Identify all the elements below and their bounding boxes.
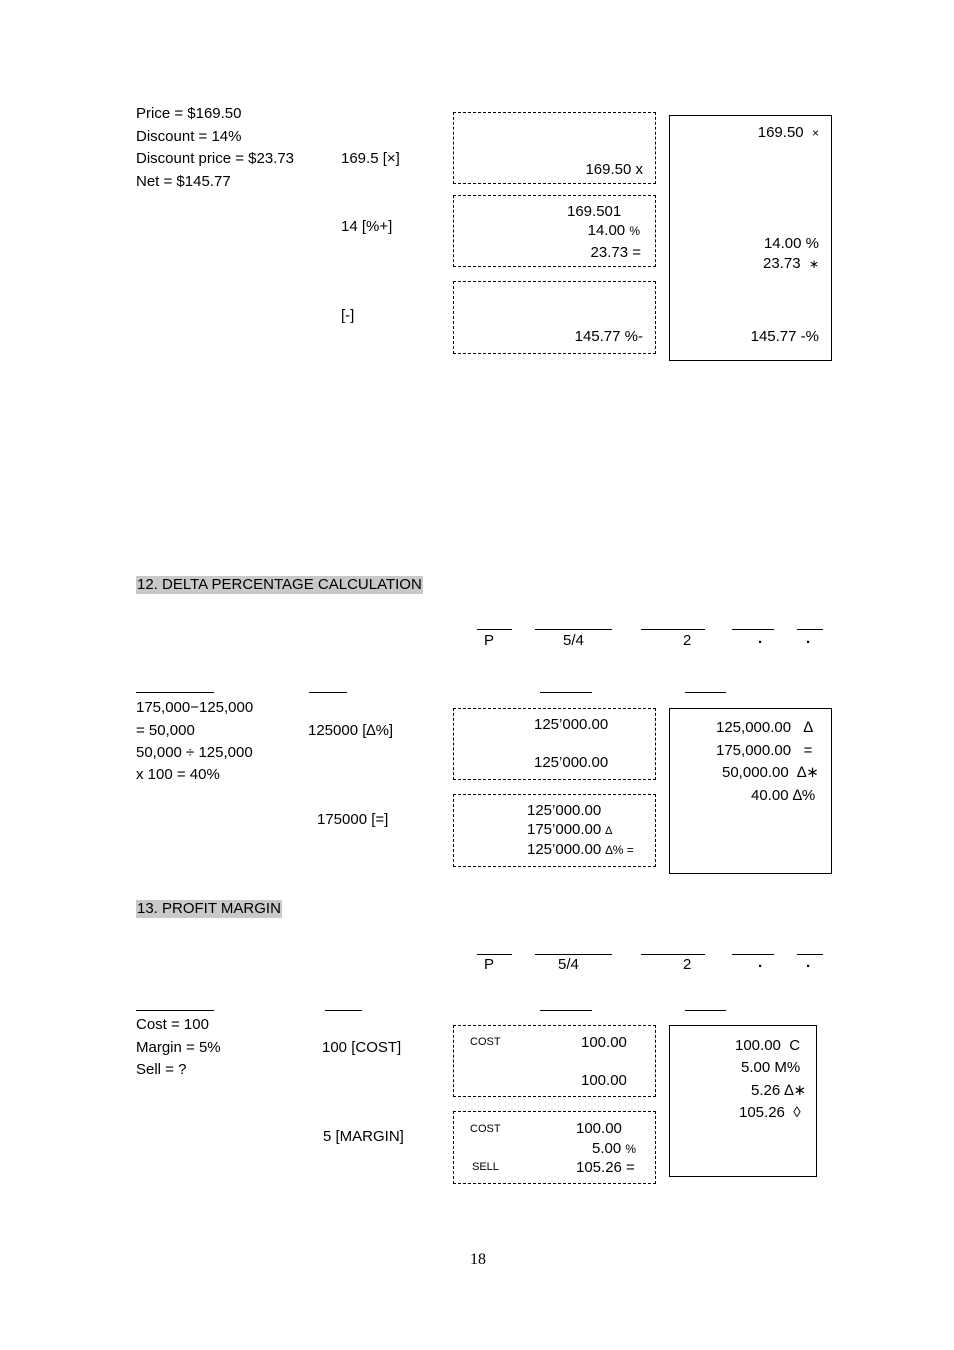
display-value: 23.73 = [590,244,641,261]
lcd-display-box [453,1025,656,1097]
cost-indicator: COST [470,1123,501,1135]
display-value: 100.00 [576,1120,622,1137]
switch-label: P [484,632,495,649]
problem-line: Net = $145.77 [136,173,231,190]
tape-value: 5.00 M% [741,1059,801,1076]
lcd-display-box [453,195,656,267]
lcd-display-box [453,708,656,780]
display-value: 125’000.00 [534,716,609,733]
tape-value: 14.00 % [763,235,819,252]
key-entry: [-] [341,307,355,324]
tape-value: 5.26 ∆∗ [751,1082,807,1099]
lcd-display-box [453,794,656,867]
problem-line: Discount price = $23.73 [136,150,295,167]
section-heading: 13. PROFIT MARGIN [137,900,281,917]
tape-value: 175,000.00 = [716,742,813,759]
switch-label: 5/4 [558,956,579,973]
multiply-symbol: × [811,126,819,140]
page-number: 18 [470,1251,486,1268]
lcd-display-box [453,1111,656,1184]
key-entry: 169.5 [×] [341,150,400,167]
delta-symbol: ∆ [605,825,613,837]
display-value: 100.00 [581,1034,627,1051]
problem-line: Discount = 14% [136,128,242,145]
lcd-display-box [453,112,656,184]
key-entry: 125000 [∆%] [308,722,394,739]
switch-label: . [758,954,763,971]
display-value: 169.501 [567,203,622,220]
section-heading: 12. DELTA PERCENTAGE CALCULATION [137,576,422,593]
key-entry: 5 [MARGIN] [323,1128,404,1145]
lcd-display-box [453,281,656,354]
problem-line: 175,000−125,000 [136,699,254,716]
problem-line: 50,000 ÷ 125,000 [136,744,253,761]
tape-value: 40.00 ∆% [751,787,816,804]
tape-value: 125,000.00 ∆ [716,719,813,736]
problem-line: Sell = ? [136,1061,187,1078]
switch-label: . [806,954,811,971]
display-value: 14.00 [587,222,626,239]
key-entry: 100 [COST] [322,1039,402,1056]
display-value: 100.00 [581,1072,627,1089]
switch-label: . [806,630,811,647]
tape-value: 145.77 -% [750,328,819,345]
key-entry: 14 [%+] [341,218,393,235]
switch-label: 5/4 [563,632,584,649]
display-value: 125’000.00 [534,754,609,771]
tape-value: 105.26 ◊ [739,1104,801,1121]
display-value: 5.00 [592,1140,622,1157]
problem-line: x 100 = 40% [136,766,220,783]
switch-label: 2 [683,632,692,649]
display-value: 145.77 %- [574,328,643,345]
display-value: 175’000.00 [527,821,602,838]
printer-tape [669,1025,817,1177]
switch-label: P [484,956,495,973]
percent-symbol: % [629,224,640,238]
switch-label: . [758,630,763,647]
tape-value: 100.00 C [735,1037,801,1054]
problem-line: = 50,000 [136,722,195,739]
printer-tape [669,708,832,874]
tape-value: 23.73 [763,255,801,272]
problem-line: Price = $169.50 [136,105,242,122]
display-value: 105.26 = [576,1159,635,1176]
display-value: 125’000.00 [527,841,602,858]
cost-indicator: COST [470,1036,501,1048]
key-entry: 175000 [=] [317,811,389,828]
delta-percent-symbol: ∆% = [605,843,634,857]
tape-value: 169.50 [757,124,804,141]
switch-label: 2 [683,956,692,973]
printer-tape [669,115,832,361]
display-value: 125’000.00 [527,802,602,819]
percent-symbol: % [625,1142,637,1156]
display-value: 169.50 x [585,161,643,178]
asterisk-symbol: ∗ [808,257,819,271]
problem-line: Margin = 5% [136,1039,221,1056]
sell-indicator: SELL [472,1161,499,1173]
problem-line: Cost = 100 [136,1016,209,1033]
tape-value: 50,000.00 ∆∗ [722,764,819,781]
